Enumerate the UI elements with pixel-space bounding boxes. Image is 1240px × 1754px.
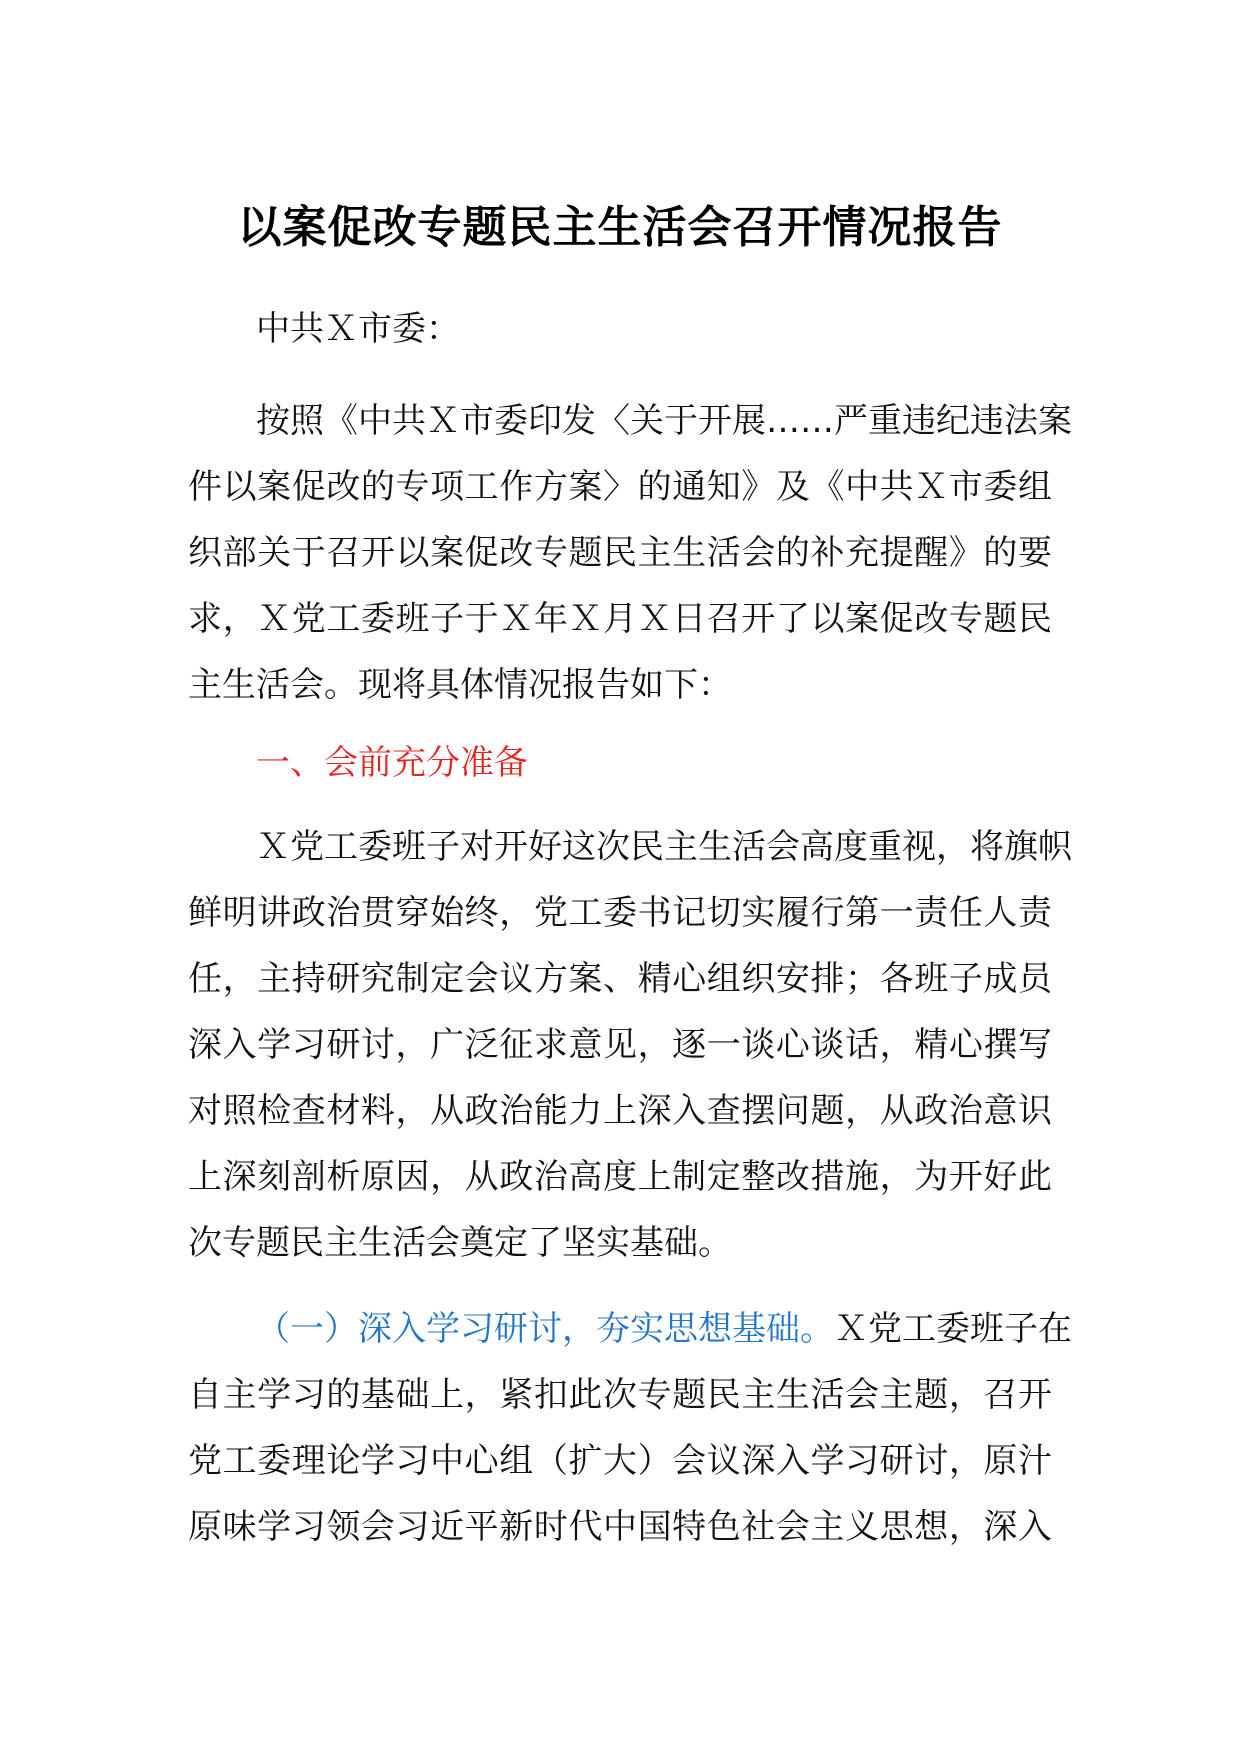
subsection-paragraph-line: 原味学习领会习近平新时代中国特色社会主义思想，深入: [188, 1507, 1052, 1547]
subsection-paragraph-line: 党工委理论学习中心组（扩大）会议深入学习研讨，原汁: [188, 1441, 1052, 1481]
section-paragraph-line: 鲜明讲政治贯穿始终，党工委书记切实履行第一责任人责: [188, 893, 1052, 933]
document-title: 以案促改专题民主生活会召开情况报告: [237, 202, 1003, 253]
section-paragraph-line: 对照检查材料，从政治能力上深入查摆问题，从政治意识: [188, 1091, 1052, 1131]
subsection-first-line: [256, 1306, 1072, 1352]
subsection-heading: （一）深入学习研讨，夯实思想基础。: [256, 1309, 834, 1349]
salutation: 中共Ｘ市委：: [256, 309, 460, 349]
section-paragraph-line: 任，主持研究制定会议方案、精心组织安排；各班子成员: [188, 959, 1052, 999]
section-heading: 一、会前充分准备: [256, 743, 528, 783]
subsection-first-line-text: Ｘ党工委班子在: [834, 1309, 1072, 1349]
intro-line: 主生活会。现将具体情况报告如下：: [188, 665, 732, 705]
section-paragraph-line: 上深刻剖析原因，从政治高度上制定整改措施，为开好此: [188, 1157, 1052, 1197]
subsection-paragraph-line: 自主学习的基础上，紧扣此次专题民主生活会主题，召开: [188, 1375, 1052, 1415]
section-paragraph-line: Ｘ党工委班子对开好这次民主生活会高度重视，将旗帜: [256, 827, 1072, 867]
section-paragraph-line: 次专题民主生活会奠定了坚实基础。: [188, 1223, 732, 1263]
intro-line: 按照《中共Ｘ市委印发〈关于开展……严重违纪违法案: [256, 401, 1072, 441]
intro-line: 件以案促改的专项工作方案〉的通知》及《中共Ｘ市委组: [188, 467, 1052, 507]
section-paragraph-line: 深入学习研讨，广泛征求意见，逐一谈心谈话，精心撰写: [188, 1025, 1052, 1065]
intro-line: 求，Ｘ党工委班子于Ｘ年Ｘ月Ｘ日召开了以案促改专题民: [188, 599, 1052, 639]
intro-line: 织部关于召开以案促改专题民主生活会的补充提醒》的要: [188, 533, 1052, 573]
